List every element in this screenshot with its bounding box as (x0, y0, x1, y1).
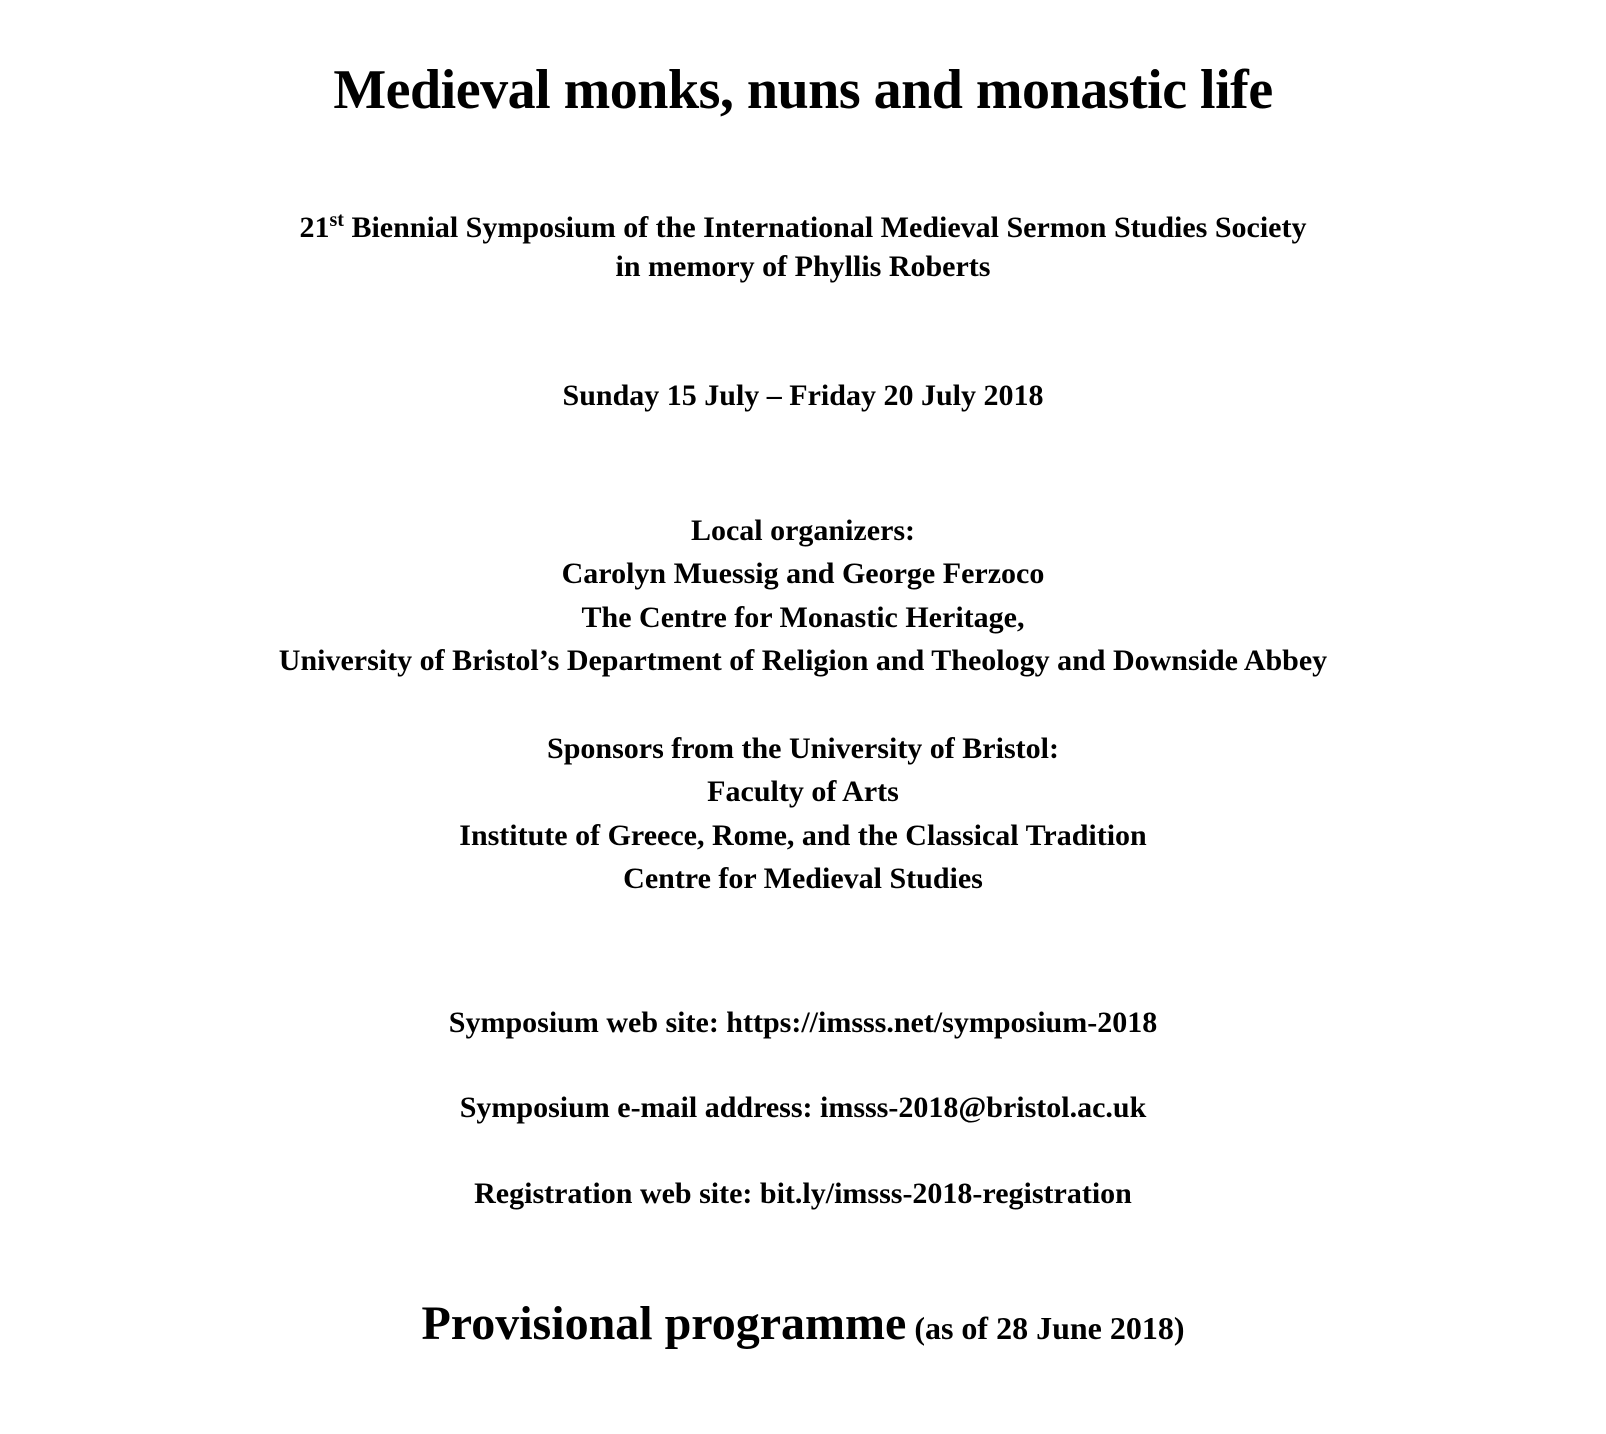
symposium-website: Symposium web site: https://imsss.net/symposium-2018 (448, 1005, 1158, 1039)
symposium-email: Symposium e-mail address: imsss-2018@bristol.ac.uk (459, 1091, 1147, 1125)
sponsors-line: Centre for Medieval Studies (623, 862, 983, 896)
registration-website: Registration web site: bit.ly/imsss-2018-registration (474, 1176, 1132, 1210)
subtitle-ordinal-suffix: st (329, 208, 344, 231)
subtitle-rest: Biennial Symposium of the International Medieval Sermon Studies Society (343, 210, 1307, 244)
sponsors-line: Faculty of Arts (707, 775, 899, 809)
symposium-subtitle (60, 208, 1546, 287)
provisional-programme-heading (60, 1299, 1546, 1349)
organizers-line: Carolyn Muessig and George Ferzoco (561, 557, 1045, 591)
local-organizers-block (60, 509, 1546, 683)
page-title: Medieval monks, nuns and monastic life (333, 59, 1273, 121)
sponsors-line: Institute of Greece, Rome, and the Classical Tradition (459, 818, 1147, 852)
programme-asof-date: (as of 28 June 2018) (906, 1310, 1185, 1347)
organizers-heading: Local organizers: (690, 513, 916, 547)
subtitle-line-1 (60, 208, 1546, 248)
subtitle-line-2: in memory of Phyllis Roberts (615, 250, 991, 284)
programme-label: Provisional programme (421, 1297, 907, 1351)
subtitle-number: 21 (299, 210, 330, 244)
sponsors-block (60, 727, 1546, 901)
symposium-dates: Sunday 15 July – Friday 20 July 2018 (562, 378, 1044, 412)
organizers-line: The Centre for Monastic Heritage, (581, 600, 1025, 634)
organizers-line: University of Bristol’s Department of Religion and Theology and Downside Abbey (278, 644, 1328, 678)
sponsors-heading: Sponsors from the University of Bristol: (547, 731, 1059, 765)
